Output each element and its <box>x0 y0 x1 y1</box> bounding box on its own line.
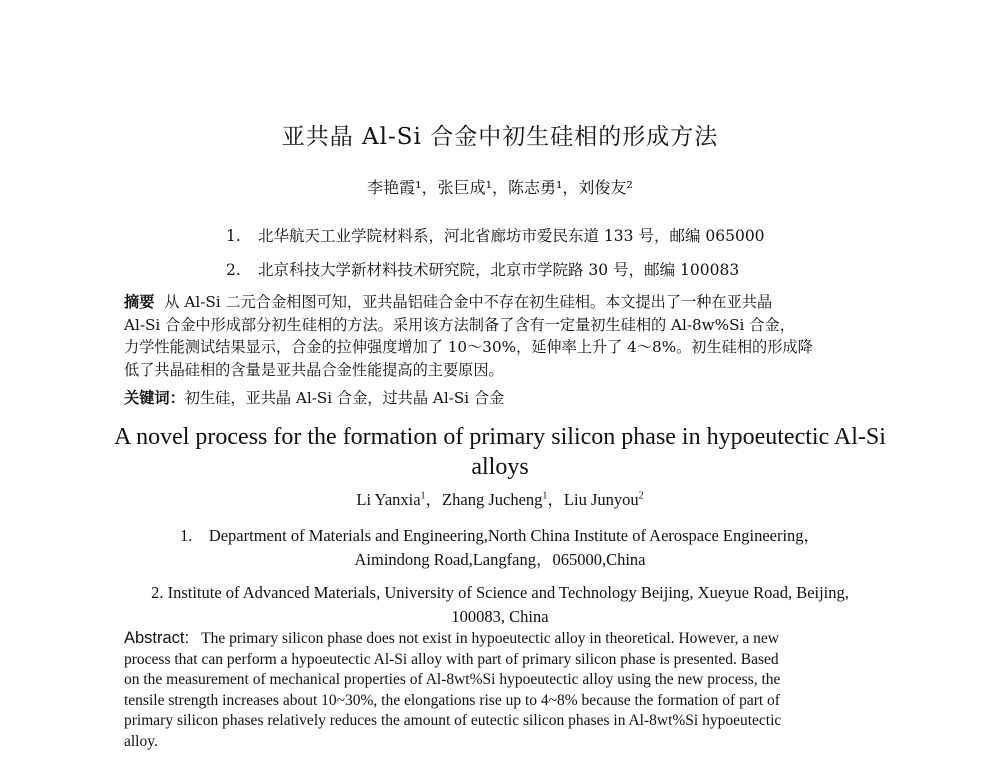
author-name: Zhang Jucheng <box>442 490 543 509</box>
abstract-line: process that can perform a hypoeutectic Al-Si alloy with part of primary silicon phase is presented. Based <box>124 650 779 668</box>
chinese-title: 亚共晶 Al-Si 合金中初生硅相的形成方法 <box>281 124 719 150</box>
author-name: Liu Junyou <box>563 490 639 509</box>
abstract-line: Al-Si 合金中形成部分初生硅相的方法。采用该方法制备了含有一定量初生硅相的 Al-8w%Si 合金， <box>124 315 795 334</box>
affiliation-text: 北华航天工业学院材料系，河北省廊坊市爱民东道 133 号，邮编 065000 <box>258 227 765 245</box>
chinese-authors: 李艳霞¹，张巨成¹，陈志勇¹，刘俊友² <box>367 178 633 197</box>
abstract-line: primary silicon phases relatively reduces the amount of eutectic silicon phases in Al-8wt%Si hypoeutectic <box>124 712 782 729</box>
abstract-line: tensile strength increases about 10~30%, the elongations rise up to 4~8% because the formation of part of <box>124 691 780 709</box>
abstract-line: 摘要 从 Al-Si 二元合金相图可知，亚共晶铝硅合金中不存在初生硅相。本文提出了一种在亚共晶 <box>124 293 773 311</box>
chinese-keywords <box>124 387 504 408</box>
abstract-label: Abstract: <box>124 629 190 647</box>
abstract-line: 力学性能测试结果显示，合金的拉伸强度增加了 10～30%，延伸率上升了 4～8%。初生硅相的形成降 <box>124 338 813 356</box>
abstract-line: 低了共晶硅相的含量是亚共晶合金性能提高的主要原因。 <box>124 360 504 379</box>
chinese-affiliation-1 <box>226 224 765 246</box>
author-affiliation-mark: 2 <box>638 490 644 502</box>
english-authors <box>0 486 1000 510</box>
author-affiliation-mark: 1 <box>420 490 426 502</box>
abstract-label: 摘要 <box>124 293 155 311</box>
affiliation-text: 北京科技大学新材料技术研究院，北京市学院路 30 号，邮编 100083 <box>258 261 740 279</box>
affiliation-number: 1. <box>226 227 241 245</box>
chinese-affiliation-2 <box>226 258 739 280</box>
english-title: A novel process for the formation of primary silicon phase in hypoeutectic Al-Si alloys <box>114 424 886 480</box>
keywords-label: 关键词： <box>124 389 185 407</box>
chinese-abstract <box>124 291 884 381</box>
abstract-line: Abstract: The primary silicon phase does not exist in hypoeutectic alloy in theoretical. However, a new <box>124 629 779 647</box>
abstract-line: on the measurement of mechanical properties of Al-8wt%Si hypoeutectic alloy using the new process, the <box>124 671 781 688</box>
affiliation-line: 1. Department of Materials and Engineering,North China Institute of Aerospace Engineering， <box>179 526 821 545</box>
keywords-text: 初生硅，亚共晶 Al-Si 合金，过共晶 Al-Si 合金 <box>184 389 505 407</box>
author-separator: ， <box>425 490 443 509</box>
author-affiliation-mark: 1 <box>542 490 548 502</box>
affiliation-line: 100083, China <box>451 607 549 626</box>
abstract-line: alloy. <box>124 732 158 750</box>
affiliation-line: 2. Institute of Advanced Materials, University of Science and Technology Beijing, Xueyue Road, Beijing, <box>151 583 849 602</box>
english-affiliation-2 <box>100 581 900 629</box>
author-name: Li Yanxia <box>356 490 421 509</box>
english-abstract <box>124 628 884 752</box>
author-separator: ， <box>547 490 564 509</box>
affiliation-number: 2. <box>226 261 241 279</box>
affiliation-line: Aimindong Road,Langfang，065000,China <box>354 550 646 569</box>
english-affiliation-1 <box>100 524 900 572</box>
